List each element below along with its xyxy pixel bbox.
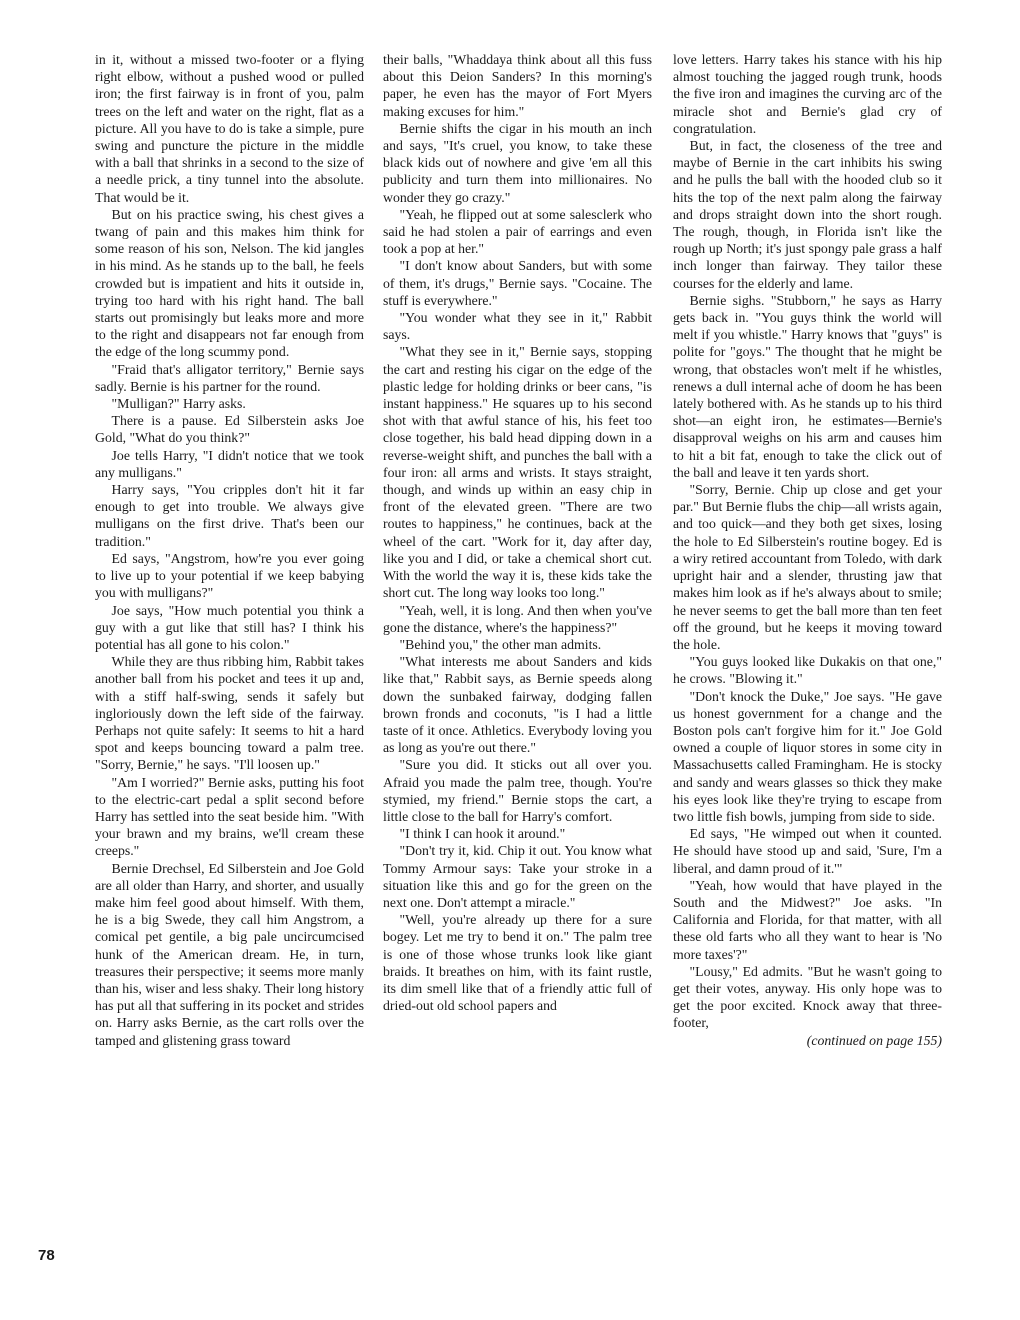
article-paragraph: "Sure you did. It sticks out all over you. Afraid you made the palm tree, though. You're stymied, my friend." Bernie stops the cart, a little close to the ball for Harry's comfort. <box>383 757 652 824</box>
article-paragraph: Bernie shifts the cigar in his mouth an inch and says, "It's cruel, you know, to take these black kids out of nowhere and give 'em all this publicity and turn them into millionaires. No wonder they go crazy." <box>383 120 652 205</box>
article-column-3 <box>673 51 942 1313</box>
article-paragraph: "Yeah, how would that have played in the South and the Midwest?" Joe asks. "In California and Florida, for that matter, with all these old farts who all they want to hear is 'No more taxes'?" <box>673 877 942 962</box>
article-paragraph: "Well, you're already up there for a sure bogey. Let me try to bend it on." The palm tree is one of those whose trunks look like giant braids. It breathes on him, with its faint rustle, its dim smell like that of a friendly attic full of dried-out old school papers and <box>383 912 652 1014</box>
article-paragraph: love letters. Harry takes his stance with his hip almost touching the jagged rough trunk, hoods the five iron and imagines the curving arc of the miracle shot and Bernie's glad cry of congratulation. <box>673 52 942 136</box>
article-paragraph: "Am I worried?" Bernie asks, putting his foot to the electric-cart pedal a split second before Harry has settled into the seat beside him. "With your brawn and my brains, we'll cream these creeps." <box>95 774 364 859</box>
article-paragraph: But on his practice swing, his chest gives a twang of pain and this makes him think for some reason of his son, Nelson. The kid jangles in his mind. As he stands up to the ball, he feels crowded but is impatient and hits it outside in, trying too hard with his right hand. The ball starts out promisingly but leaks more and more to the right and disappears not far enough from the edge of the long scummy pond. <box>95 206 364 360</box>
masthead <box>20 40 64 220</box>
article-paragraph: "You wonder what they see in it," Rabbit says. <box>383 310 652 343</box>
article-paragraph: "Don't knock the Duke," Joe says. "He gave us honest government for a change and the Boston pols can't forgive him for it." Joe Gold owned a couple of liquor stores in some city in Massachusetts called Framingham. He is stocky and sandy and wears glasses so thick they make his eyes look like they're trying to escape from two little fish bowls, jumping from side to side. <box>673 688 942 824</box>
continued-note: (continued on page 155) <box>806 1032 942 1048</box>
article-paragraph: "Lousy," Ed admits. "But he wasn't going to get their votes, anyway. His only hope was to get the poor excited. Knock away that three-footer, <box>673 963 942 1031</box>
article-paragraph: Joe says, "How much potential you think a guy with a gut like that still has? I think his potential has all gone to his colon." <box>95 602 364 652</box>
article-paragraph: Harry says, "You cripples don't hit it far enough to get into trouble. We always give mulligans on the first drive. That's been our tradition." <box>95 482 364 549</box>
article-paragraph: "I don't know about Sanders, but with some of them, it's drugs," Bernie says. "Cocaine. The stuff is everywhere." <box>383 258 652 308</box>
article-paragraph: "I think I can hook it around." <box>399 826 566 842</box>
article-paragraph: "Sorry, Bernie. Chip up close and get your par." But Bernie flubs the chip—all wrists again, and too quick—and they both get sixes, losing the hole to Ed Silberstein's routine bogey. Ed is a wiry retired accountant from Toledo, with dark upright hair and a slender, thrusting jaw that makes him look as if he's always about to smile; he never seems to get the ball more than ten feet off the ground, but he keeps it moving toward the hole. <box>673 482 942 652</box>
article-paragraph: While they are thus ribbing him, Rabbit takes another ball from his pocket and tees it up and, with a stiff half-swing, sends it safely but ingloriously down the left side of the fairway. Perhaps not quite safely: It seems to hit a hard spot and keeps bouncing toward a palm tree. "Sorry, Bernie," he says. "I'll loosen up." <box>95 654 364 773</box>
article-paragraph: "What interests me about Sanders and kids like that," Rabbit says, as Bernie speeds along down the sunbaked fairway, dodging fallen brown fronds and coconuts, "is I had a little taste of it once. Athletics. Everybody loving you as long as you're out there." <box>383 654 652 756</box>
article-paragraph: "Don't try it, kid. Chip it out. You know what Tommy Armour says: Take your stroke in a situation like this and go for the green on the next one. Don't attempt a miracle." <box>383 843 652 910</box>
article-paragraph: their balls, "Whaddaya think about all this fuss about this Deion Sanders? In this morning's paper, he even has the mayor of Fort Myers making excuses for him." <box>383 52 652 119</box>
article-paragraph: "You guys looked like Dukakis on that one," he crows. "Blowing it." <box>673 654 942 687</box>
article-paragraph: in it, without a missed two-footer or a flying right elbow, without a pushed wood or pulled iron; the first fairway is in front of you, palm trees on the left and water on the right, flat as a picture. All you have to do is take a simple, pure swing and puncture the picture in the middle with a ball that shrinks in a second to the size of a needle prick, a tiny tunnel into the absolute. That would be it. <box>95 52 364 205</box>
article-paragraph: "Mulligan?" Harry asks. <box>111 396 246 412</box>
article-paragraph: "Yeah, he flipped out at some salesclerk who said he had stolen a pair of earrings and even took a pop at her." <box>383 206 652 257</box>
article-paragraph: Bernie Drechsel, Ed Silberstein and Joe Gold are all older than Harry, and shorter, and usually make him feel good about himself. With them, he is a big Swede, they call him Angstrom, a comical pet gentile, a big pale uncircumcised hunk of the American dream. He, in turn, treasures their perspective; it seems more manly than his, wiser and less shaky. Their long history has put all that suffering in its pocket and strides on. Harry asks Bernie, as the cart rolls over the tamped and glistening grass toward <box>95 860 364 1048</box>
article-paragraph: Bernie sighs. "Stubborn," he says as Harry gets back in. "You guys think the world will melt if you whistle." Harry knows that "guys" is polite for "goys." The thought that he might be wrong, that obstacles won't melt if he whistles, renews a dull internal ache of doom he has been lately bothered with. As he stands up to his third shot—an eight iron, he estimates—Bernie's disapproval weighs on his arm and causes him to hit a bit fat, enough to take the click out of the ball and leave it ten yards short. <box>673 292 942 480</box>
article-paragraph: But, in fact, the closeness of the tree and maybe of Bernie in the cart inhibits his swing and he pulls the ball with the hooded club so it hits the top of the next palm along the fairway and drops straight down into the short rough. The rough, though, in Florida isn't like the rough up North; it's just spongy pale grass a half inch longer than fairway. They tailor these courses for the elderly and lame. <box>673 138 942 291</box>
article-paragraph: "Behind you," the other man admits. <box>399 636 602 652</box>
article-paragraph: Ed says, "He wimped out when it counted. He should have stood up and said, 'Sure, I'm a liberal, and damn proud of it.'" <box>673 826 942 876</box>
page-number: 78 <box>38 1247 55 1264</box>
article-column-2 <box>383 51 652 1313</box>
article-paragraph: There is a pause. Ed Silberstein asks Joe Gold, "What do you think?" <box>95 413 364 446</box>
article-paragraph: "Yeah, well, it is long. And then when you've gone the distance, where's the happiness?" <box>383 602 652 635</box>
article-column-1 <box>95 51 364 1313</box>
article-paragraph: Joe tells Harry, "I didn't notice that we took any mulligans." <box>95 447 364 480</box>
article-paragraph: Ed says, "Angstrom, how're you ever going to live up to your potential if we keep babying you with mulligans?" <box>95 550 364 601</box>
article-paragraph: "Fraid that's alligator territory," Bernie says sadly. Bernie is his partner for the round. <box>95 361 364 394</box>
article-paragraph: "What they see in it," Bernie says, stopping the cart and resting his cigar on the edge of the plastic ledge for holding drinks or beer cans, "is instant happiness." He squares up to his second shot with that awful stance of his, his feet too close together, his bald head dipping down in a reverse-weight shift, and punches the ball with a four iron: all arms and wrists. It stays straight, though, and winds up within an easy chip in front of the elevated green. "There are two routes to happiness," he continues, back at the wheel of the cart. "Work for it, day after day, like you and I did, or take a chemical short cut. With the world the way it is, these kids take the short cut. The long way looks too long." <box>383 344 652 601</box>
